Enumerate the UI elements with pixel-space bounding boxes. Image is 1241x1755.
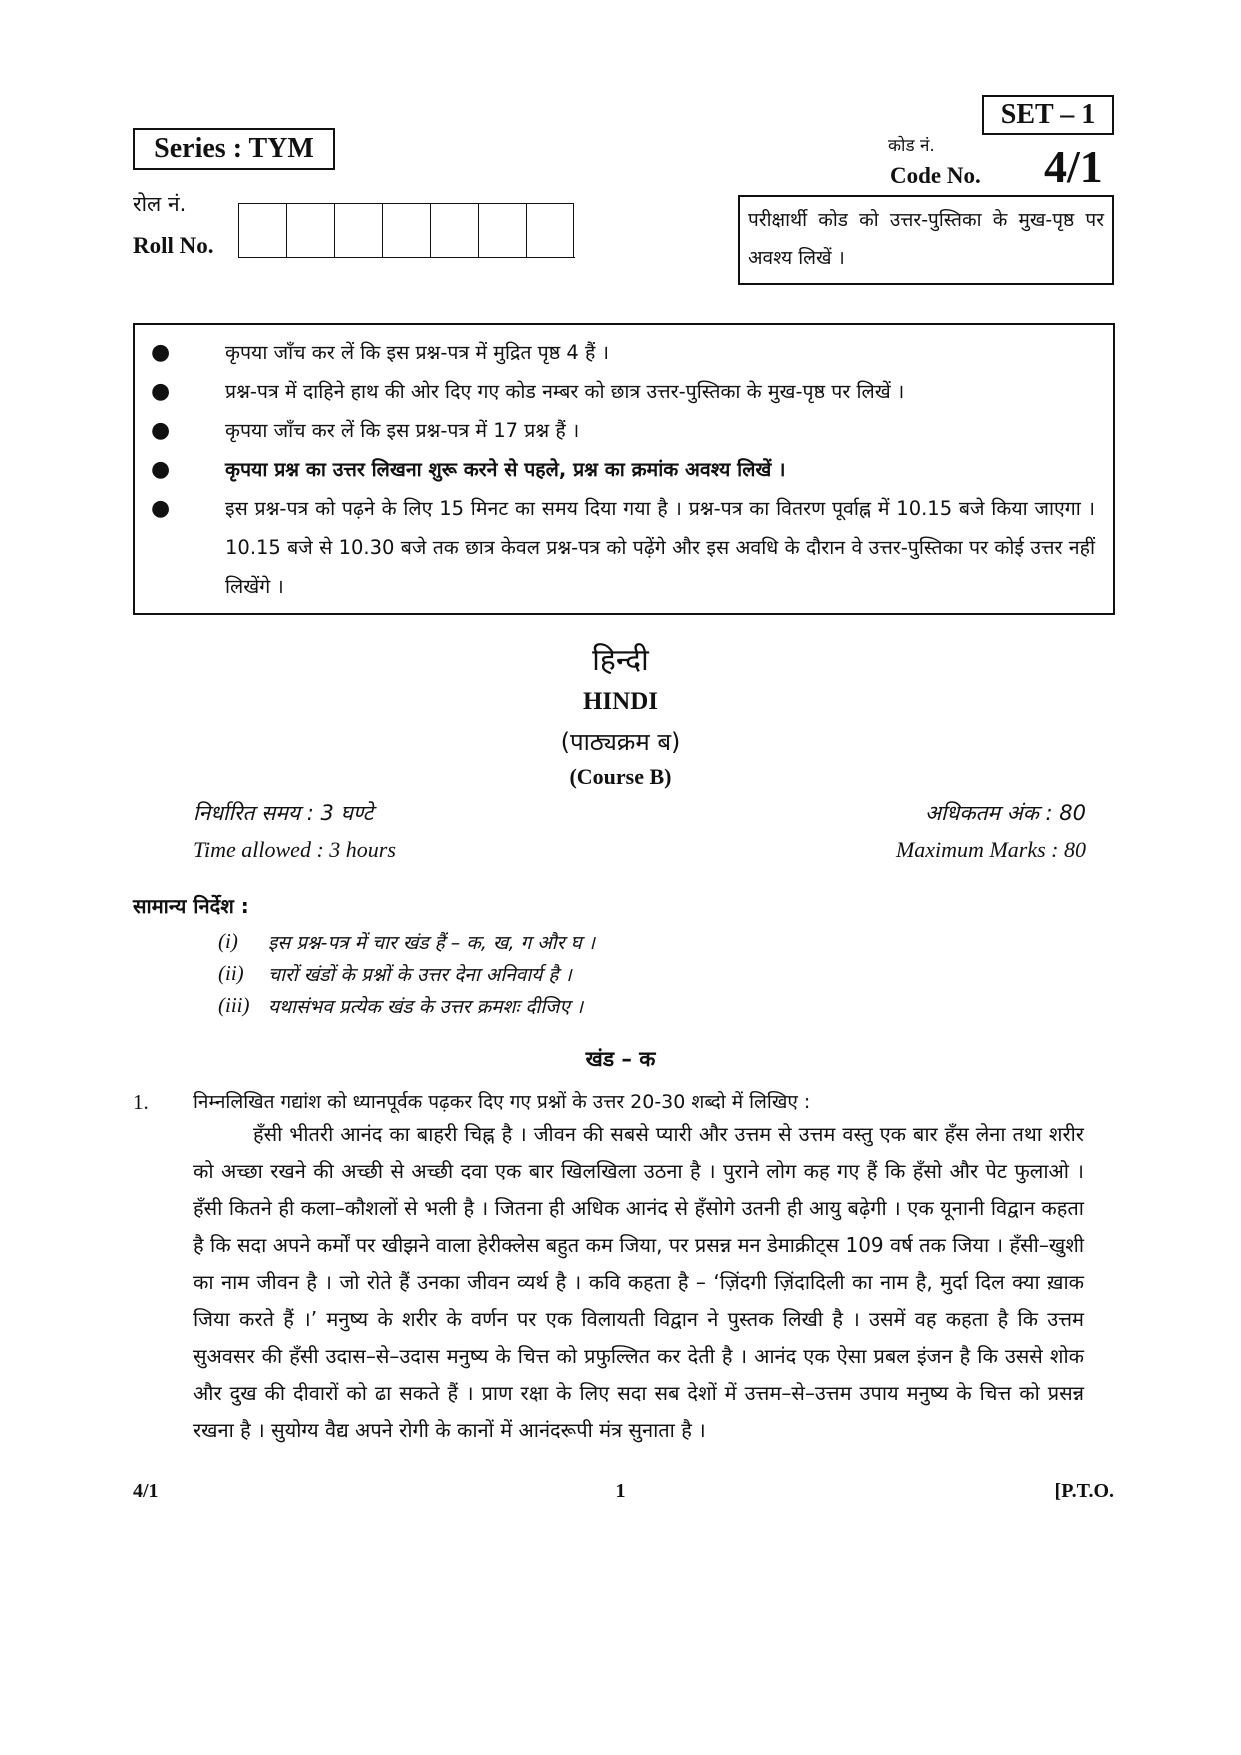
code-number: 4/1 — [1044, 141, 1103, 192]
roll-digit-box[interactable] — [478, 204, 526, 258]
roll-digit-box[interactable] — [382, 204, 430, 258]
bullet-icon: ● — [151, 457, 171, 482]
exam-instructions-box — [133, 323, 1115, 615]
instruction-item: ● कृपया जाँच कर लें कि इस प्रश्न-पत्र में मुद्रित पृष्ठ 4 हैं । — [151, 333, 1095, 372]
instruction-item: ● कृपया प्रश्न का उत्तर लिखना शुरू करने से पहले, प्रश्न का क्रमांक अवश्य लिखें । — [151, 450, 1095, 489]
general-instructions-heading: सामान्य निर्देश : — [133, 894, 249, 918]
time-allowed-english: Time allowed : 3 hours — [193, 837, 396, 862]
roll-digit-box[interactable] — [526, 204, 574, 258]
instruction-item: ● प्रश्न-पत्र में दाहिने हाथ की ओर दिए गए कोड नम्बर को छात्र उत्तर-पुस्तिका के मुख-पृष्ठ पर लिखें । — [151, 372, 1095, 411]
bullet-icon: ● — [151, 418, 171, 443]
instruction-item: ● कृपया जाँच कर लें कि इस प्रश्न-पत्र में 17 प्रश्न हैं । — [151, 411, 1095, 450]
candidate-code-instruction: परीक्षार्थी कोड को उत्तर-पुस्तिका के मुख-पृष्ठ पर अवश्य लिखें । — [738, 195, 1114, 285]
pto-label: [P.T.O. — [1054, 1480, 1114, 1502]
reading-passage: हँसी भीतरी आनंद का बाहरी चिह्न है । जीवन की सबसे प्यारी और उत्तम से उत्तम वस्तु एक बार हँस लेना तथा शरीर को अच्छा रखने की अच्छी से अच्छी दवा एक बार खिलखिला उठना है । पुराने लोग कह गए हैं कि हँसो और पेट फुलाओ । हँसी कितने ही कला–कौशलों से भली है । जितना ही अधिक आनंद से हँसोगे उतनी ही आयु बढ़ेगी । एक यूनानी विद्वान कहता है कि सदा अपने कर्मों पर खीझने वाला हेरीक्लेस बहुत कम जिया, पर प्रसन्न मन डेमाक्रीट्स 109 वर्ष तक जिया । हँसी–खुशी का नाम जीवन है । जो रोते हैं उनका जीवन व्यर्थ है । कवि कहता है – ‘ज़िंदगी ज़िंदादिली का नाम है, मुर्दा दिल क्या ख़ाक जिया करते हैं ।’ मनुष्य के शरीर के वर्णन पर एक विलायती विद्वान ने पुस्तक लिखी है । उसमें वह कहता है कि उत्तम सुअवसर की हँसी उदास–से–उदास मनुष्य के चित्त को प्रफुल्लित कर देती है । आनंद एक ऐसा प्रबल इंजन है कि उससे शोक और दुख की दीवारों को ढा सकते हैं । प्राण रक्षा के लिए सदा सब देशों में उत्तम–से–उत्तम उपाय मनुष्य के चित्त को प्रसन्न रखना है । सुयोग्य वैद्य अपने रोगी के कानों में आनंदरूपी मंत्र सुनाता है । — [193, 1122, 1084, 1442]
bullet-icon: ● — [151, 340, 171, 365]
page-number: 1 — [615, 1480, 626, 1502]
general-instruction-item: (iii) यथासंभव प्रत्येक खंड के उत्तर क्रमशः दीजिए । — [218, 993, 584, 1018]
max-marks-english: Maximum Marks : 80 — [895, 837, 1086, 862]
course-hindi: (पाठ्यक्रम ब) — [560, 728, 681, 756]
max-marks-hindi: अधिकतम अंक : 80 — [924, 801, 1086, 825]
footer-code: 4/1 — [133, 1480, 159, 1502]
roll-digit-box[interactable] — [238, 204, 286, 258]
roll-digit-box[interactable] — [430, 204, 478, 258]
question-instruction: निम्नलिखित गद्यांश को ध्यानपूर्वक पढ़कर दिए गए प्रश्नों के उत्तर 20-30 शब्दो में लिखिए : — [193, 1091, 811, 1113]
general-instruction-item: (ii) चारों खंडों के प्रश्नों के उत्तर देना अनिवार्य है । — [218, 961, 572, 986]
series-label: Series : TYM — [133, 128, 335, 170]
roll-label-hindi: रोल नं. — [133, 192, 187, 216]
roll-underline — [238, 257, 575, 258]
roll-label-english: Roll No. — [133, 233, 214, 258]
question-number: 1. — [133, 1090, 149, 1114]
bullet-icon: ● — [151, 496, 171, 521]
roll-digit-box[interactable] — [334, 204, 382, 258]
subject-title-hindi: हिन्दी — [592, 643, 649, 678]
time-allowed-hindi: निर्धारित समय : 3 घण्टे — [193, 801, 374, 825]
general-instruction-item: (i) इस प्रश्न-पत्र में चार खंड हैं – क, ख, ग और घ । — [218, 929, 595, 954]
course-english: (Course B) — [569, 764, 672, 789]
code-label-hindi: कोड नं. — [888, 136, 935, 156]
section-title: खंड – क — [585, 1047, 656, 1071]
instruction-item: ● इस प्रश्न-पत्र को पढ़ने के लिए 15 मिनट का समय दिया गया है । प्रश्न-पत्र का वितरण पूर्वाह्न में 10.15 बजे किया जाएगा । 10.15 बजे से 10.30 बजे तक छात्र केवल प्रश्न-पत्र को पढ़ेंगे और इस अवधि के दौरान वे उत्तर-पुस्तिका पर कोई उत्तर नहीं लिखेंगे । — [151, 489, 1095, 606]
set-label: SET – 1 — [982, 95, 1114, 135]
roll-digit-box[interactable] — [286, 204, 334, 258]
bullet-icon: ● — [151, 379, 171, 404]
subject-title-english: HINDI — [582, 688, 658, 715]
roll-number-grid[interactable] — [238, 203, 574, 258]
code-label-english: Code No. — [890, 163, 981, 188]
